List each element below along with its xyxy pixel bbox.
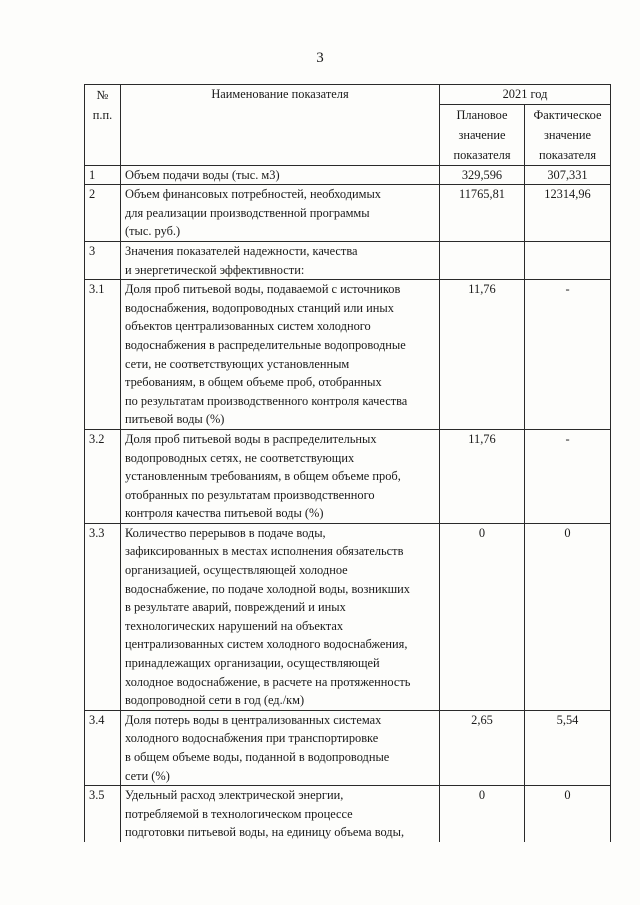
- indicator-name: [121, 523, 440, 710]
- row-number: 1: [85, 165, 121, 185]
- row-number: 3.3: [85, 523, 121, 710]
- header-name: Наименование показателя: [121, 85, 440, 166]
- header-actual-line: Фактическое: [533, 107, 602, 122]
- indicator-name-line: контроля качества питьевой воды (%): [125, 506, 324, 521]
- indicator-name-line: Доля проб питьевой воды, подаваемой с источников: [125, 282, 401, 297]
- indicator-name-line: организацией, осуществляющей холодное: [125, 563, 348, 578]
- indicator-name-line: Доля потерь воды в централизованных системах: [125, 712, 382, 727]
- indicator-name-line: сети (%): [125, 768, 170, 783]
- row-number: 3.2: [85, 429, 121, 523]
- planned-value: 11,76: [440, 429, 525, 523]
- row-number: 2: [85, 185, 121, 242]
- header-num-line: №: [96, 88, 109, 102]
- header-planned-line: значение: [458, 127, 506, 142]
- table-row: [85, 786, 611, 842]
- planned-value: 11765,81: [440, 185, 525, 242]
- table-row: [85, 429, 611, 523]
- planned-value: 329,596: [440, 165, 525, 185]
- indicator-name-line: в общем объеме воды, поданной в водопроводные: [125, 750, 390, 764]
- indicator-name-line: (тыс. руб.): [125, 224, 181, 239]
- row-number: 3.1: [85, 280, 121, 430]
- actual-value: -: [525, 280, 611, 430]
- indicator-name-line: зафиксированных в местах исполнения обязательств: [125, 544, 404, 559]
- table-row: [85, 523, 611, 710]
- header-actual-line: значение: [543, 127, 592, 142]
- indicator-name-line: требованиям, в общем объеме проб, отобранных: [125, 375, 382, 390]
- actual-value: 0: [525, 786, 611, 842]
- indicator-name-line: водопроводной сети в год (ед./км): [125, 693, 305, 708]
- indicator-name-line: объектов централизованных систем холодного: [125, 319, 371, 334]
- header-actual: [525, 104, 611, 165]
- indicator-name-line: водоснабжения в распределительные водопроводные: [125, 337, 406, 352]
- planned-value: 0: [440, 786, 525, 842]
- indicator-name-line: водопроводных сетях, не соответствующих: [125, 450, 355, 465]
- actual-value: [525, 241, 611, 279]
- row-number: 3.4: [85, 710, 121, 785]
- planned-value: 0: [440, 523, 525, 710]
- indicators-table: [84, 84, 611, 842]
- table-row: [85, 165, 611, 185]
- indicator-name-line: потребляемой в технологическом процессе: [125, 806, 353, 821]
- table-body: [85, 165, 611, 842]
- indicator-name-line: для реализации производственной программы: [125, 205, 370, 220]
- header-planned-line: показателя: [453, 147, 511, 162]
- table-row: [85, 241, 611, 279]
- indicator-name-line: Значения показателей надежности, качества: [125, 243, 358, 258]
- indicator-name-line: технологических нарушений на объектах: [125, 618, 344, 633]
- actual-value: 12314,96: [525, 185, 611, 242]
- indicator-name-line: Объем подачи воды (тыс. м3): [125, 167, 280, 182]
- indicator-name-line: централизованных систем холодного водоснабжения,: [125, 637, 408, 652]
- indicator-name: [121, 429, 440, 523]
- indicator-name-line: Удельный расход электрической энергии,: [125, 788, 344, 803]
- indicator-name: [121, 165, 440, 185]
- indicator-name-line: установленным требованиям, в общем объеме проб,: [125, 469, 401, 484]
- indicator-name-line: Объем финансовых потребностей, необходимых: [125, 187, 381, 202]
- table-row: [85, 185, 611, 242]
- page-number: 3: [316, 50, 324, 66]
- planned-value: 2,65: [440, 710, 525, 785]
- actual-value: -: [525, 429, 611, 523]
- planned-value: 11,76: [440, 280, 525, 430]
- actual-value: 307,331: [525, 165, 611, 185]
- indicator-name: [121, 280, 440, 430]
- indicator-name: [121, 185, 440, 242]
- indicator-name-line: подготовки питьевой воды, на единицу объема воды,: [125, 825, 405, 840]
- indicator-name-line: и энергетической эффективности:: [125, 262, 305, 277]
- indicator-name-line: Количество перерывов в подаче воды,: [125, 525, 326, 540]
- indicator-name-line: холодное водоснабжение, в расчете на протяженность: [125, 674, 411, 689]
- header-actual-line: показателя: [538, 147, 597, 162]
- actual-value: 5,54: [525, 710, 611, 785]
- header-planned-line: Плановое: [456, 107, 508, 122]
- actual-value: 0: [525, 523, 611, 710]
- planned-value: [440, 241, 525, 279]
- indicator-name: [121, 710, 440, 785]
- row-number: 3: [85, 241, 121, 279]
- header-year: 2021 год: [440, 85, 611, 105]
- indicator-name: [121, 241, 440, 279]
- header-num: [85, 85, 121, 166]
- row-number: 3.5: [85, 786, 121, 842]
- indicator-name-line: сети, не соответствующих установленным: [125, 356, 350, 371]
- indicator-name-line: холодного водоснабжения при транспортировке: [125, 731, 379, 746]
- indicator-name-line: питьевой воды (%): [125, 412, 225, 427]
- header-planned: [440, 104, 525, 165]
- header-num-line: п.п.: [92, 108, 113, 122]
- indicator-name-line: Доля проб питьевой воды в распределительных: [125, 431, 377, 446]
- indicator-name-line: отобранных по результатам производственного: [125, 487, 375, 502]
- table-row: [85, 710, 611, 785]
- indicator-name-line: принадлежащих организации, осуществляющей: [125, 656, 380, 671]
- table-row: [85, 280, 611, 430]
- indicator-name-line: в результате аварий, повреждений и иных: [125, 600, 346, 615]
- indicator-name-line: водоснабжение, по подаче холодной воды, возникших: [125, 581, 410, 596]
- indicator-name: [121, 786, 440, 842]
- indicator-name-line: водоснабжения, водопроводных станций или иных: [125, 300, 394, 315]
- indicator-name-line: по результатам производственного контроля качества: [125, 393, 408, 408]
